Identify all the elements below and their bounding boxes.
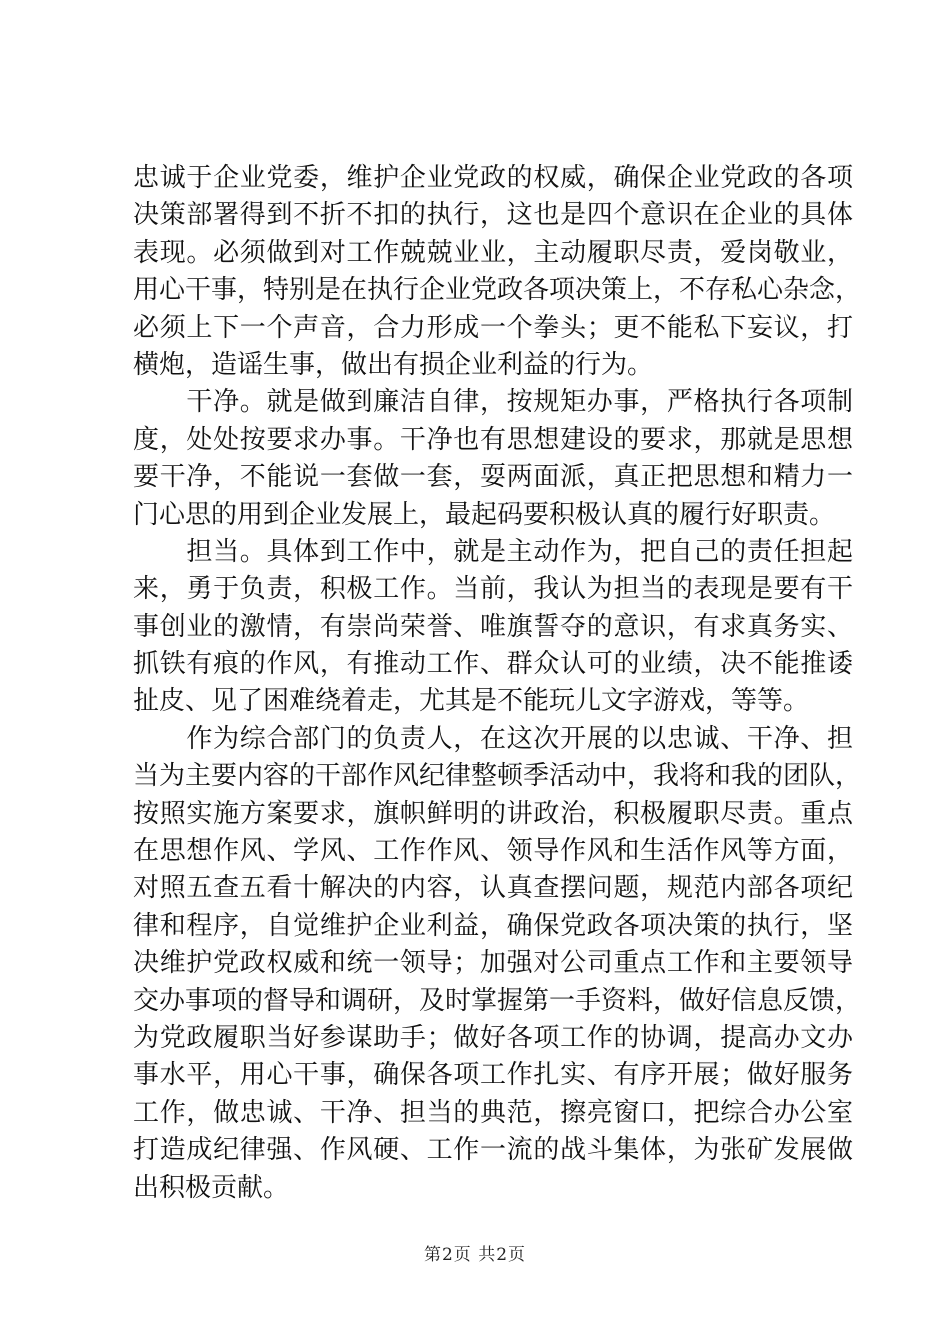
- text-line: 抓铁有痕的作风，有推动工作、群众认可的业绩，决不能推诿: [133, 649, 853, 680]
- text-line: 在思想作风、学风、工作作风、领导作风和生活作风等方面，: [133, 836, 853, 867]
- text-line: 决策部署得到不折不扣的执行，这也是四个意识在企业的具体: [133, 200, 853, 231]
- text-line: 用心干事，特别是在执行企业党政各项决策上，不存私心杂念，: [133, 275, 862, 306]
- text-line: 当为主要内容的干部作风纪律整顿季活动中，我将和我的团队，: [133, 761, 862, 792]
- text-line: 门心思的用到企业发展上，最起码要积极认真的履行好职责。: [133, 499, 836, 530]
- body-text: [133, 160, 862, 1207]
- text-line: 为党政履职当好参谋助手；做好各项工作的协调，提高办文办: [133, 1022, 853, 1053]
- text-line: 横炮，造谣生事，做出有损企业利益的行为。: [133, 349, 654, 380]
- text-line: 忠诚于企业党委，维护企业党政的权威，确保企业党政的各项: [133, 163, 853, 193]
- text-line: 决维护党政权威和统一领导；加强对公司重点工作和主要领导: [133, 948, 853, 979]
- text-line: 出积极贡献。: [133, 1172, 290, 1203]
- text-line: 作为综合部门的负责人，在这次开展的以忠诚、干净、担: [133, 723, 853, 754]
- text-line: 扯皮、见了困难绕着走，尤其是不能玩儿文字游戏，等等。: [133, 686, 810, 717]
- text-line: 表现。必须做到对工作兢兢业业，主动履职尽责，爱岗敬业，: [133, 237, 853, 268]
- page-number-footer: 第2页 共2页: [423, 1245, 527, 1265]
- text-line: 事水平，用心干事，确保各项工作扎实、有序开展；做好服务: [133, 1060, 853, 1091]
- text-line: 交办事项的督导和调研，及时掌握第一手资料，做好信息反馈，: [133, 985, 862, 1016]
- text-line: 必须上下一个声音，合力形成一个拳头；更不能私下妄议，打: [133, 312, 853, 343]
- text-line: 度，处处按要求办事。干净也有思想建设的要求，那就是思想: [133, 424, 853, 455]
- text-line: 来，勇于负责，积极工作。当前，我认为担当的表现是要有干: [133, 574, 853, 605]
- text-line: 律和程序，自觉维护企业利益，确保党政各项决策的执行，坚: [133, 910, 853, 941]
- text-line: 对照五查五看十解决的内容，认真查摆问题，规范内部各项纪: [133, 873, 853, 904]
- text-line: 事创业的激情，有崇尚荣誉、唯旗誓夺的意识，有求真务实、: [133, 611, 853, 642]
- text-line: 干净。就是做到廉洁自律，按规矩办事，严格执行各项制: [133, 387, 853, 418]
- text-line: 打造成纪律强、作风硬、工作一流的战斗集体，为张矿发展做: [133, 1135, 853, 1166]
- text-line: 担当。具体到工作中，就是主动作为，把自己的责任担起: [133, 536, 853, 567]
- text-line: 要干净，不能说一套做一套，耍两面派，真正把思想和精力一: [133, 462, 853, 493]
- text-line: 工作，做忠诚、干净、担当的典范，擦亮窗口，把综合办公室: [133, 1097, 853, 1128]
- text-line: 按照实施方案要求，旗帜鲜明的讲政治，积极履职尽责。重点: [133, 798, 853, 829]
